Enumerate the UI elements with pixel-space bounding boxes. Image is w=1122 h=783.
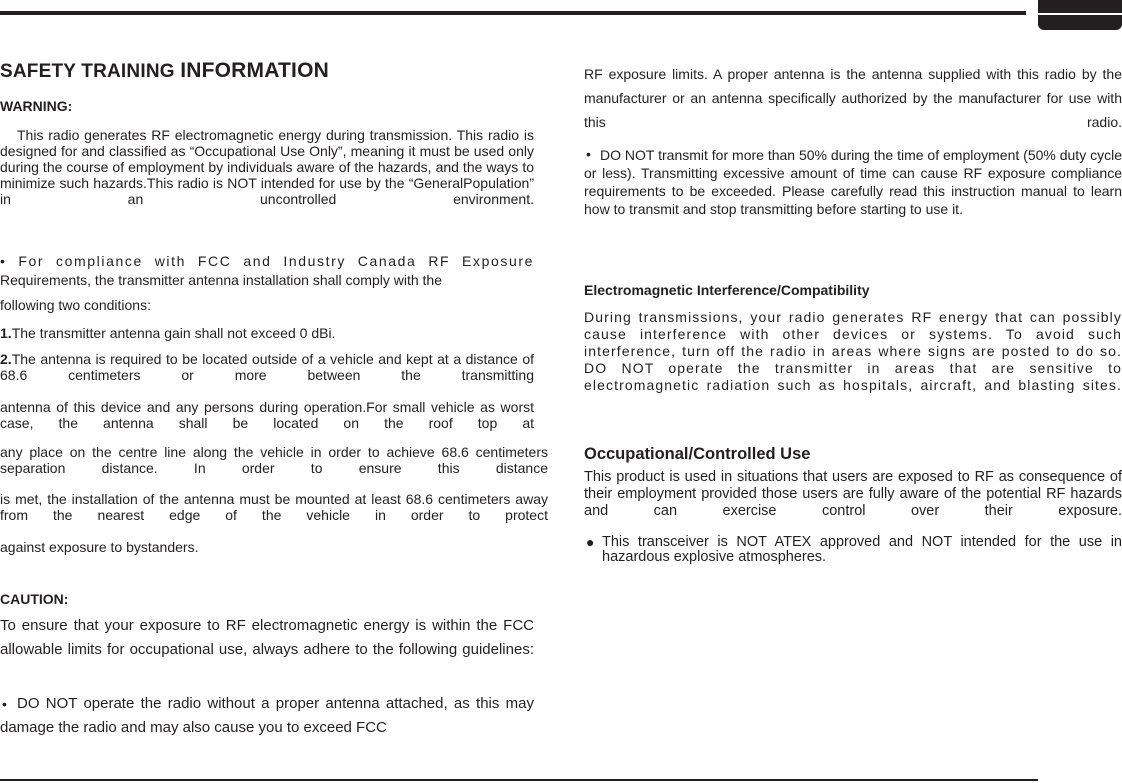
bottom-rule (0, 779, 1038, 781)
page-tab-divider (1038, 13, 1122, 15)
caution-paragraph: To ensure that your exposure to RF electromagnetic energy is within the FCC allowable limits for occupational use, always adhere to the following guidelines: (0, 617, 534, 658)
bullet-dot-icon: • (586, 146, 591, 162)
page-title: SAFETY TRAINING INFORMATION (0, 59, 329, 82)
emi-heading: Electromagnetic Interference/Compatibility (584, 282, 870, 298)
occupational-paragraph: This product is used in situations that users are exposed to RF as consequence of their employment provided those users are fully aware of the potential RF hazards and can exercise control over their exposure. (584, 469, 1122, 519)
antenna-bullet-continued: RF exposure limits. A proper antenna is the antenna supplied with this radio by the manufacturer or an antenna specifically authorized by the manufacturer for use with this radio. (584, 66, 1122, 130)
fcc-bullet-line2: Requirements, the transmitter antenna installation shall comply with the (0, 272, 442, 288)
duty-cycle-bullet: • DO NOT transmit for more than 50% during the time of employment (50% duty cycle or less). Transmitting excessive amount of time can cause RF exposure compliance requirements to be exceeded. Please carefully read this instruction manual to learn how to transmit and stop transmitting before starting to use it. (584, 146, 1122, 217)
condition-2-continued-1: antenna of this device and any persons during operation.For small vehicle as worst case, the antenna shall be located on the roof top at (0, 399, 534, 431)
condition-2-continued-3: is met, the installation of the antenna must be mounted at least 68.6 centimeters away from the nearest edge of the vehicle in order to protect (0, 491, 548, 523)
caution-heading: CAUTION: (0, 591, 69, 607)
fcc-bullet-line1: • For compliance with FCC and Industry Canada RF Exposure (0, 253, 534, 269)
antenna-bullet: • DO NOT operate the radio without a proper antenna attached, as this may damage the radio and may also cause you to exceed FCC (0, 692, 534, 740)
bullet-dot-icon: • (2, 696, 7, 712)
warning-heading: WARNING: (0, 98, 73, 114)
bullet-dot-icon: ● (586, 534, 595, 550)
atex-bullet: ● This transceiver is NOT ATEX approved and NOT intended for the use in hazardous explosive atmospheres. (586, 534, 1122, 565)
condition-2: 2.The antenna is required to be located outside of a vehicle and kept at a distance of 68.6 centimeters or more between the transmitting (0, 351, 534, 383)
top-rule (0, 11, 1026, 15)
fcc-bullet-line3: following two conditions: (0, 297, 151, 313)
condition-2-continued-4: against exposure to bystanders. (0, 539, 199, 555)
warning-paragraph: This radio generates RF electromagnetic energy during transmission. This radio is designed for and classified as “Occupational Use Only”, meaning it must be used only during the course of employment by individuals aware of the hazards, and the ways to minimize such hazards.This radio is NOT intended for use by the “GeneralPopulation” in an uncontrolled environment. (0, 127, 534, 207)
emi-paragraph: During transmissions, your radio generates RF energy that can possibly cause interference with other devices or systems. To avoid such interference, turn off the radio in areas where signs are posted to do so. DO NOT operate the transmitter in areas that are sensitive to electromagnetic radiation such as hospitals, aircraft, and blasting sites. (584, 309, 1122, 393)
condition-2-continued-2: any place on the centre line along the vehicle in order to achieve 68.6 centimeters separation distance. In order to ensure this distance (0, 444, 548, 476)
page-tab (1038, 0, 1122, 30)
condition-1: 1.The transmitter antenna gain shall not exceed 0 dBi. (0, 325, 336, 341)
occupational-heading: Occupational/Controlled Use (584, 445, 811, 463)
